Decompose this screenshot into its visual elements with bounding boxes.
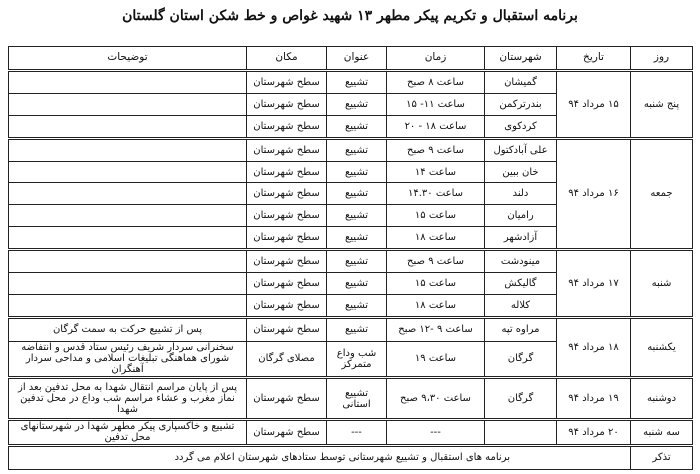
table-row xyxy=(9,318,693,341)
time-cell: ساعت ۹ صبح xyxy=(387,139,485,161)
city-cell: مینودشت xyxy=(485,251,557,273)
notes-cell xyxy=(9,294,247,316)
subject-cell: تشییع xyxy=(327,205,387,227)
notes-cell: پس از پایان مراسم انتقال شهدا به محل تدفین بعد از نماز مغرب و عشاء مراسم شب وداع در محل تدفین شهدا xyxy=(9,379,247,419)
city-cell: گالیکش xyxy=(485,273,557,295)
city-cell: آزادشهر xyxy=(485,227,557,249)
city-cell: رامیان xyxy=(485,205,557,227)
place-cell: سطح شهرستان xyxy=(247,71,327,93)
date-cell: ۱۷ مرداد ۹۴ xyxy=(557,251,631,317)
notes-cell xyxy=(9,115,247,137)
header-place: مکان xyxy=(247,47,327,70)
city-cell: علی آبادکتول xyxy=(485,139,557,161)
city-cell: بندرترکمن xyxy=(485,93,557,115)
place-cell: سطح شهرستان xyxy=(247,379,327,419)
subject-cell: --- xyxy=(327,420,387,444)
table-row xyxy=(9,139,693,161)
table-row xyxy=(9,71,693,93)
footer-row xyxy=(9,446,693,469)
city-cell: خان ببین xyxy=(485,161,557,183)
day-cell: شنبه xyxy=(631,251,693,317)
city-cell xyxy=(485,420,557,444)
notes-cell xyxy=(9,273,247,295)
page-title: برنامه استقبال و تکریم پیکر مطهر ۱۳ شهید غواص و خط شکن استان گلستان xyxy=(122,8,578,24)
place-cell: سطح شهرستان xyxy=(247,251,327,273)
subject-cell: تشییع xyxy=(327,161,387,183)
date-cell: ۱۶ مرداد ۹۴ xyxy=(557,139,631,248)
time-cell: ساعت ۱۱- ۱۵ xyxy=(387,93,485,115)
notes-cell xyxy=(9,227,247,249)
time-cell: ساعت ۹ صبح xyxy=(387,251,485,273)
time-cell: ساعت ۱۸ xyxy=(387,294,485,316)
time-cell: ساعت ۸ صبح xyxy=(387,71,485,93)
date-cell: ۱۸ مرداد ۹۴ xyxy=(557,318,631,376)
table-row xyxy=(9,420,693,444)
time-cell: ساعت ۱۴ xyxy=(387,161,485,183)
notes-cell xyxy=(9,93,247,115)
place-cell: مصلای گرگان xyxy=(247,341,327,376)
header-time: زمان xyxy=(387,47,485,70)
notes-cell xyxy=(9,161,247,183)
place-cell: سطح شهرستان xyxy=(247,227,327,249)
notes-cell xyxy=(9,71,247,93)
notes-cell xyxy=(9,183,247,205)
date-cell: ۲۰ مرداد ۹۴ xyxy=(557,420,631,444)
date-cell: ۱۹ مرداد ۹۴ xyxy=(557,379,631,419)
date-cell: ۱۵ مرداد ۹۴ xyxy=(557,71,631,137)
time-cell: ساعت ۱۹ xyxy=(387,341,485,376)
header-row xyxy=(9,47,693,70)
subject-cell: تشییع xyxy=(327,71,387,93)
time-cell: ساعت ۱۵ xyxy=(387,205,485,227)
place-cell: سطح شهرستان xyxy=(247,93,327,115)
time-cell: ساعت ۱۸ - ۲۰ xyxy=(387,115,485,137)
header-day: روز xyxy=(631,47,693,70)
notes-cell xyxy=(9,139,247,161)
place-cell: سطح شهرستان xyxy=(247,205,327,227)
time-cell: ساعت ۱۸ xyxy=(387,227,485,249)
city-cell: کلاله xyxy=(485,294,557,316)
notes-cell: تشییع و خاکسپاری پیکر مطهر شهدا در شهرستانهای محل تدفین xyxy=(9,420,247,444)
city-cell: کردکوی xyxy=(485,115,557,137)
subject-cell: تشییع xyxy=(327,318,387,341)
header-notes: توضیحات xyxy=(9,47,247,70)
place-cell: سطح شهرستان xyxy=(247,183,327,205)
city-cell: گرگان xyxy=(485,341,557,376)
time-cell: ساعت ۱۴.۳۰ xyxy=(387,183,485,205)
subject-cell: تشییع xyxy=(327,251,387,273)
table-row xyxy=(9,251,693,273)
day-cell: پنج شنبه xyxy=(631,71,693,137)
notes-cell: سخنرانی سردار شریف رئیس ستاد قدس و انتفاضه شورای هماهنگی تبلیغات اسلامی و مداحی سردار آهنگران xyxy=(9,341,247,376)
subject-cell: تشییع xyxy=(327,294,387,316)
day-cell: دوشنبه xyxy=(631,379,693,419)
header-city: شهرستان xyxy=(485,47,557,70)
notes-cell: پس از تشییع حرکت به سمت گرگان xyxy=(9,318,247,341)
place-cell: سطح شهرستان xyxy=(247,318,327,341)
subject-cell: تشییع xyxy=(327,227,387,249)
time-cell: ساعت ۹،۳۰ صبح xyxy=(387,379,485,419)
schedule-table xyxy=(8,46,693,470)
notes-cell xyxy=(9,251,247,273)
footer-label: تذکر xyxy=(631,446,693,469)
subject-cell: تشییع استانی xyxy=(327,379,387,419)
header-subject: عنوان xyxy=(327,47,387,70)
subject-cell: شب وداع متمرکز xyxy=(327,341,387,376)
subject-cell: تشییع xyxy=(327,273,387,295)
subject-cell: تشییع xyxy=(327,183,387,205)
time-cell: ساعت ۹ -۱۲ صبح xyxy=(387,318,485,341)
place-cell: سطح شهرستان xyxy=(247,139,327,161)
place-cell: سطح شهرستان xyxy=(247,294,327,316)
place-cell: سطح شهرستان xyxy=(247,161,327,183)
subject-cell: تشییع xyxy=(327,139,387,161)
place-cell: سطح شهرستان xyxy=(247,273,327,295)
time-cell: --- xyxy=(387,420,485,444)
city-cell: گمیشان xyxy=(485,71,557,93)
city-cell: گرگان xyxy=(485,379,557,419)
city-cell: دلند xyxy=(485,183,557,205)
notes-cell xyxy=(9,205,247,227)
header-date: تاریخ xyxy=(557,47,631,70)
place-cell: سطح شهرستان xyxy=(247,420,327,444)
day-cell: یکشنبه xyxy=(631,318,693,376)
subject-cell: تشییع xyxy=(327,93,387,115)
city-cell: مراوه تپه xyxy=(485,318,557,341)
time-cell: ساعت ۱۵ xyxy=(387,273,485,295)
footer-text: برنامه های استقبال و تشییع شهرستانی توسط ستادهای شهرستان اعلام می گردد xyxy=(9,446,631,469)
day-cell: سه شنبه xyxy=(631,420,693,444)
day-cell: جمعه xyxy=(631,139,693,248)
place-cell: سطح شهرستان xyxy=(247,115,327,137)
subject-cell: تشییع xyxy=(327,115,387,137)
table-row xyxy=(9,379,693,419)
